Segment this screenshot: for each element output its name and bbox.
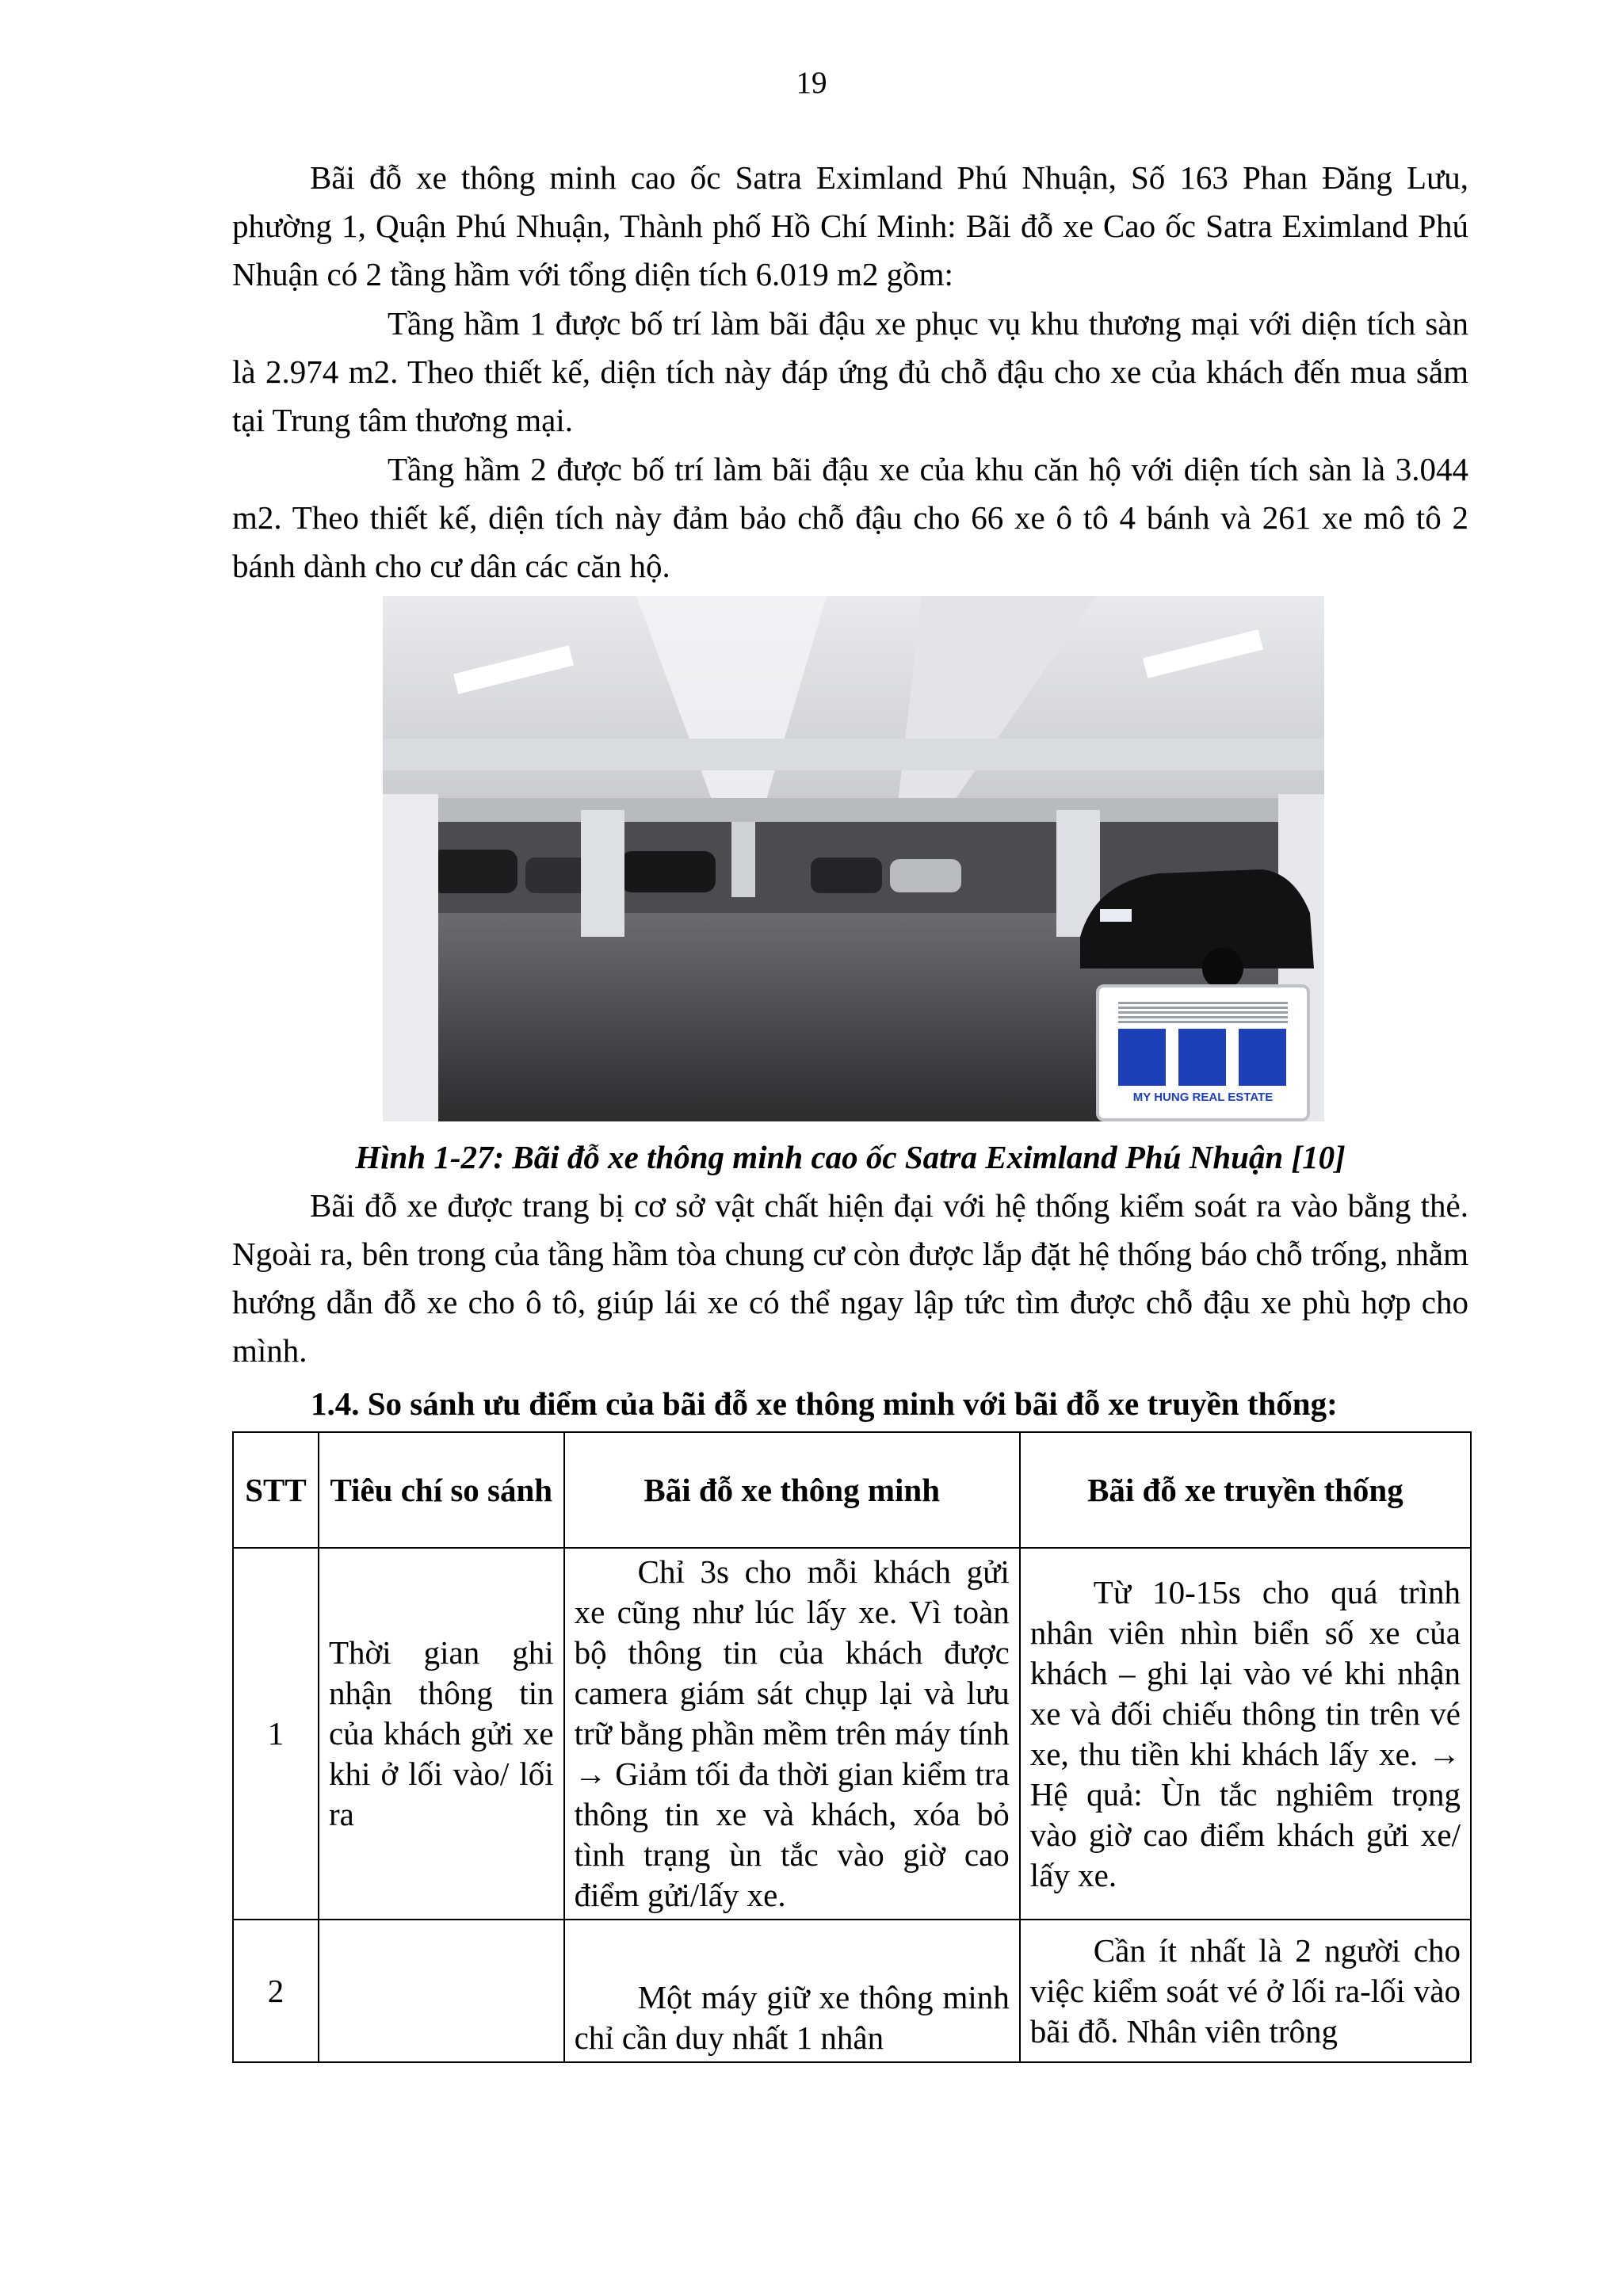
header-smart-parking: Bãi đỗ xe thông minh [564,1432,1020,1548]
comparison-table [232,1431,1472,2063]
row-smart: Chỉ 3s cho mỗi khách gửi xe cũng như lúc lấy xe. Vì toàn bộ thông tin của khách được camera giám sát chụp lại và lưu trữ bằng phần mềm trên máy tính → Giảm tối đa thời gian kiểm tra thông tin xe và khách, xóa bỏ tình trạng ùn tắc vào giờ cao điểm gửi/lấy xe. [564,1548,1020,1920]
table-header-row [233,1432,1471,1548]
logo-stripes [1118,1002,1288,1026]
header-stt: STT [233,1432,319,1548]
header-criterion: Tiêu chí so sánh [319,1432,564,1548]
table-row [233,1920,1471,2062]
section-heading: 1.4. So sánh ưu điểm của bãi đỗ xe thông minh với bãi đỗ xe truyền thống: [311,1385,1338,1422]
real-estate-logo [1096,984,1310,1121]
row-traditional: Cần ít nhất là 2 người cho việc kiểm soát vé ở lối ra-lối vào bãi đỗ. Nhân viên trông [1020,1920,1471,2062]
paragraph-basement-2: Tầng hầm 2 được bố trí làm bãi đậu xe của khu căn hộ với diện tích sàn là 3.044 m2. Theo thiết kế, diện tích này đảm bảo chỗ đậu cho 66 xe ô tô 4 bánh và 261 xe mô tô 2 bánh dành cho cư dân các căn hộ. [232,451,1468,584]
logo-block-1 [1118,1029,1166,1086]
logo-text: MY HUNG REAL ESTATE [1132,1091,1274,1104]
figure-caption: Hình 1-27: Bãi đỗ xe thông minh cao ốc Satra Eximland Phú Nhuận [10] [355,1139,1346,1175]
row-stt: 1 [233,1548,319,1920]
logo-block-2 [1178,1029,1226,1086]
parking-garage-photo [383,596,1324,1121]
row-criterion: Thời gian ghi nhận thông tin của khách gửi xe khi ở lối vào/ lối ra [319,1548,564,1920]
row-smart: Một máy giữ xe thông minh chỉ cần duy nhất 1 nhân [564,1920,1020,2062]
header-traditional-parking: Bãi đỗ xe truyền thống [1020,1432,1471,1548]
logo-block-3 [1239,1029,1286,1086]
paragraph-basement-1: Tầng hầm 1 được bố trí làm bãi đậu xe phục vụ khu thương mại với diện tích sàn là 2.974 m2. Theo thiết kế, diện tích này đáp ứng đủ chỗ đậu cho xe của khách đến mua sắm tại Trung tâm thương mại. [232,305,1468,438]
page-number: 19 [796,66,827,100]
table-row [233,1548,1471,1920]
row-stt: 2 [233,1920,319,2062]
paragraph-after-figure: Bãi đỗ xe được trang bị cơ sở vật chất hiện đại với hệ thống kiểm soát ra vào bằng thẻ. Ngoài ra, bên trong của tầng hầm tòa chung cư còn được lắp đặt hệ thống báo chỗ trống, nhằm hướng dẫn đỗ xe cho ô tô, giúp lái xe có thể ngay lập tức tìm được chỗ đậu xe phù hợp cho mình. [232,1187,1468,1369]
row-traditional: Từ 10-15s cho quá trình nhân viên nhìn biển số xe của khách – ghi lại vào vé khi nhận xe và đối chiếu thông tin trên vé xe, thu tiền khi khách lấy xe. → Hệ quả: Ùn tắc nghiêm trọng vào giờ cao điểm khách gửi xe/ lấy xe. [1020,1548,1471,1920]
row-criterion [319,1920,564,2062]
paragraph-intro: Bãi đỗ xe thông minh cao ốc Satra Eximland Phú Nhuận, Số 163 Phan Đăng Lưu, phường 1, Quận Phú Nhuận, Thành phố Hồ Chí Minh: Bãi đỗ xe Cao ốc Satra Eximland Phú Nhuận có 2 tầng hầm với tổng diện tích 6.019 m2 gồm: [232,159,1468,292]
